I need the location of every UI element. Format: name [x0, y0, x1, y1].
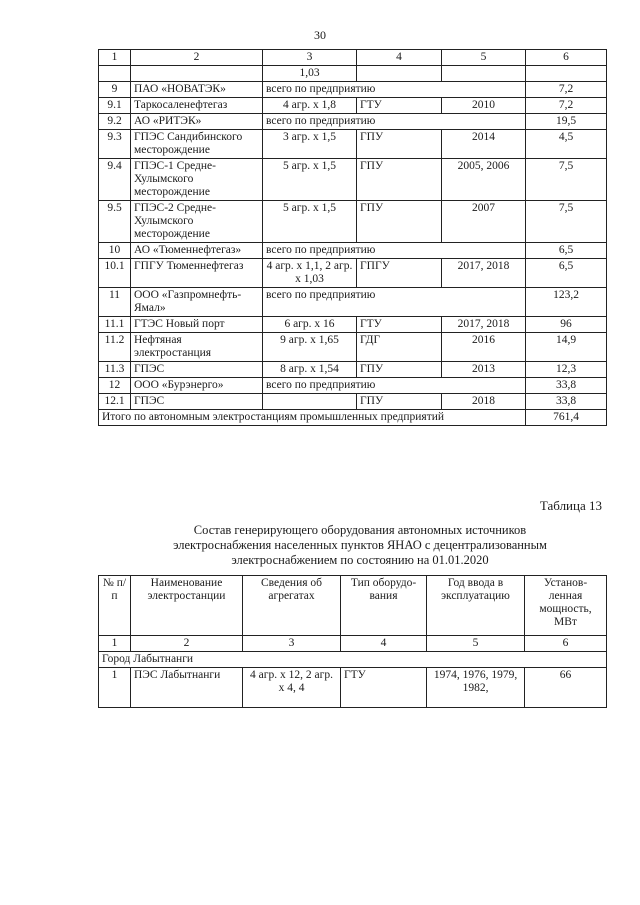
- col-num: 3: [243, 636, 341, 652]
- station-name: ГПГУ Тюменнефтегаз: [131, 259, 263, 288]
- station-name: ООО «Газпромнефть-Ямал»: [131, 288, 263, 317]
- installed-power: 7,5: [526, 159, 607, 201]
- equipment-type: ГПУ: [357, 394, 442, 410]
- station-name: ООО «Бурэнерго»: [131, 378, 263, 394]
- table-row: [99, 259, 607, 288]
- row-number: 11.1: [99, 317, 131, 333]
- installed-power: 19,5: [526, 114, 607, 130]
- unit-info: 6 агр. х 16: [263, 317, 357, 333]
- enterprise-total-label: всего по предприятию: [263, 378, 526, 394]
- commission-year: 2017, 2018: [442, 259, 526, 288]
- station-name: ГПЭС: [131, 362, 263, 378]
- enterprise-total-label: всего по предприятию: [263, 243, 526, 259]
- table-row: [99, 317, 607, 333]
- caption-line: электроснабжением по состоянию на 01.01.2020: [231, 553, 489, 567]
- page-number: 30: [314, 28, 326, 42]
- caption-line: Состав генерирующего оборудования автономных источников: [193, 523, 527, 537]
- table-row: [99, 201, 607, 243]
- col-num: 4: [341, 636, 427, 652]
- commission-year: 2005, 2006: [442, 159, 526, 201]
- enterprise-total-label: всего по предприятию: [263, 114, 526, 130]
- row-number: 9: [99, 82, 131, 98]
- installed-power: 7,5: [526, 201, 607, 243]
- header-num: № п/п: [99, 576, 131, 636]
- installed-power: 6,5: [526, 259, 607, 288]
- header-name: Наименование электростанции: [131, 576, 243, 636]
- installed-power: 6,5: [526, 243, 607, 259]
- col-num: 5: [442, 50, 526, 66]
- col-num: 4: [357, 50, 442, 66]
- commission-year: 2017, 2018: [442, 317, 526, 333]
- equipment-type: ГПУ: [357, 159, 442, 201]
- header-year: Год ввода в эксплуатацию: [427, 576, 525, 636]
- col-num: 6: [525, 636, 607, 652]
- col-num: 2: [131, 50, 263, 66]
- row-number: 9.3: [99, 130, 131, 159]
- station-name: Нефтяная электростанция: [131, 333, 263, 362]
- table-13-label: Таблица 13: [539, 498, 602, 513]
- column-number-row: [99, 50, 607, 66]
- installed-power: 33,8: [526, 378, 607, 394]
- unit-info: 4 агр. х 1,8: [263, 98, 357, 114]
- header-power: Установ-ленная мощность, МВт: [525, 576, 607, 636]
- equipment-type: ГПУ: [357, 130, 442, 159]
- commission-year: 2014: [442, 130, 526, 159]
- row-number: 9.1: [99, 98, 131, 114]
- column-number-row: [99, 636, 607, 652]
- col-num: 3: [263, 50, 357, 66]
- installed-power: 14,9: [526, 333, 607, 362]
- station-name: ГПЭС-2 Средне-Хулымского месторождение: [131, 201, 263, 243]
- equipment-type: ГПУ: [357, 201, 442, 243]
- row-number: 9.4: [99, 159, 131, 201]
- row-number: 12.1: [99, 394, 131, 410]
- table-row: [99, 378, 607, 394]
- station-name: ГПЭС-1 Средне-Хулымского месторождение: [131, 159, 263, 201]
- unit-info: 4 агр. х 1,1, 2 агр. х 1,03: [263, 259, 357, 288]
- table-13-caption: [100, 523, 620, 568]
- enterprise-total-label: всего по предприятию: [263, 82, 526, 98]
- commission-year: 2016: [442, 333, 526, 362]
- equipment-type: ГТУ: [357, 317, 442, 333]
- col-num: 2: [131, 636, 243, 652]
- station-name: ГПЭС Сандибинского месторождение: [131, 130, 263, 159]
- installed-power: 4,5: [526, 130, 607, 159]
- table-row: [99, 98, 607, 114]
- commission-year: 1974, 1976, 1979, 1982,: [427, 668, 525, 708]
- unit-info: 9 агр. х 1,65: [263, 333, 357, 362]
- row-number: 12: [99, 378, 131, 394]
- station-name: АО «Тюменнефтегаз»: [131, 243, 263, 259]
- installed-power: 66: [525, 668, 607, 708]
- total-label: Итого по автономным электростанциям промышленных предприятий: [99, 410, 526, 426]
- col-num: 6: [526, 50, 607, 66]
- table-row: [99, 130, 607, 159]
- station-name: ПЭС Лабытнанги: [131, 668, 243, 708]
- total-value: 761,4: [526, 410, 607, 426]
- table-row: [99, 362, 607, 378]
- row-number: 10.1: [99, 259, 131, 288]
- enterprise-total-label: всего по предприятию: [263, 288, 526, 317]
- col-num: 1: [99, 636, 131, 652]
- installed-power: 123,2: [526, 288, 607, 317]
- row-number: 10: [99, 243, 131, 259]
- unit-info: [263, 394, 357, 410]
- commission-year: 2018: [442, 394, 526, 410]
- table-row: [99, 333, 607, 362]
- table-row: [99, 159, 607, 201]
- col-num: 5: [427, 636, 525, 652]
- col-num: 1: [99, 50, 131, 66]
- group-label: Город Лабытнанги: [99, 652, 607, 668]
- row-number: 9.2: [99, 114, 131, 130]
- equipment-type: ГПУ: [357, 362, 442, 378]
- unit-info: 8 агр. х 1,54: [263, 362, 357, 378]
- unit-info: 4 агр. х 12, 2 агр. х 4, 4: [243, 668, 341, 708]
- row-number: 11: [99, 288, 131, 317]
- row-number: 11.2: [99, 333, 131, 362]
- station-name: ГПЭС: [131, 394, 263, 410]
- total-row: [99, 410, 607, 426]
- station-name: АО «РИТЭК»: [131, 114, 263, 130]
- table-row: [99, 394, 607, 410]
- caption-line: электроснабжения населенных пунктов ЯНАО с децентрализованным: [173, 538, 547, 552]
- table-12-continued: [98, 49, 607, 426]
- header-units: Сведения об агрегатах: [243, 576, 341, 636]
- continued-value: 1,03: [263, 66, 357, 82]
- installed-power: 96: [526, 317, 607, 333]
- station-name: Таркосаленефтегаз: [131, 98, 263, 114]
- installed-power: 33,8: [526, 394, 607, 410]
- installed-power: 7,2: [526, 82, 607, 98]
- installed-power: 12,3: [526, 362, 607, 378]
- unit-info: 3 агр. х 1,5: [263, 130, 357, 159]
- commission-year: 2007: [442, 201, 526, 243]
- table-row: [99, 82, 607, 98]
- continuation-row: [99, 66, 607, 82]
- header-type: Тип оборудо-вания: [341, 576, 427, 636]
- table-13: [98, 575, 607, 708]
- group-row: [99, 652, 607, 668]
- table-row: [99, 288, 607, 317]
- row-number: 11.3: [99, 362, 131, 378]
- row-number: 9.5: [99, 201, 131, 243]
- header-row: [99, 576, 607, 636]
- commission-year: 2013: [442, 362, 526, 378]
- equipment-type: ГТУ: [357, 98, 442, 114]
- unit-info: 5 агр. х 1,5: [263, 201, 357, 243]
- table-row: [99, 243, 607, 259]
- row-number: 1: [99, 668, 131, 708]
- installed-power: 7,2: [526, 98, 607, 114]
- commission-year: 2010: [442, 98, 526, 114]
- station-name: ГТЭС Новый порт: [131, 317, 263, 333]
- table-row: [99, 668, 607, 708]
- unit-info: 5 агр. х 1,5: [263, 159, 357, 201]
- equipment-type: ГПГУ: [357, 259, 442, 288]
- table-row: [99, 114, 607, 130]
- station-name: ПАО «НОВАТЭК»: [131, 82, 263, 98]
- equipment-type: ГДГ: [357, 333, 442, 362]
- equipment-type: ГТУ: [341, 668, 427, 708]
